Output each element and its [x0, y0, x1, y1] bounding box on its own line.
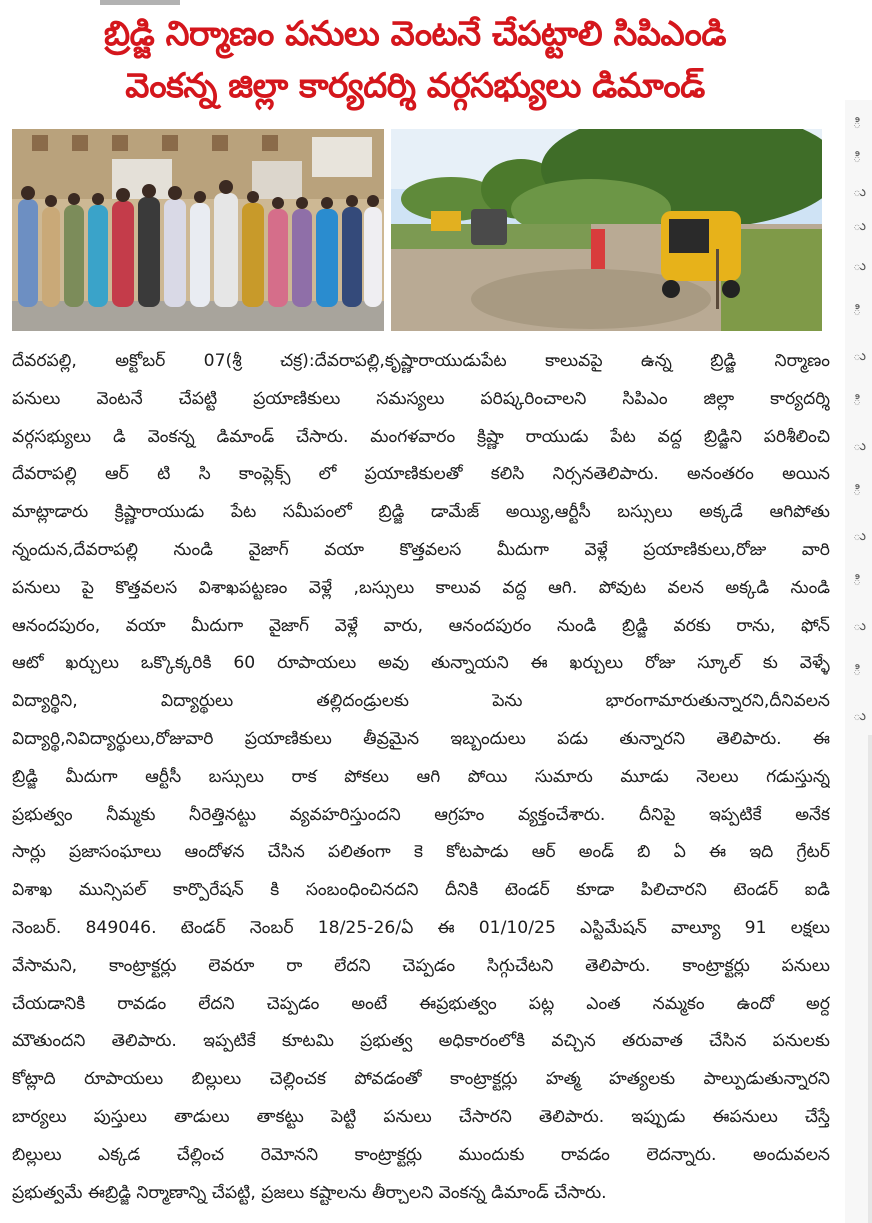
road-photo-illustration — [391, 129, 822, 331]
article-line: బార్యలు పుస్తులు తాడులు తాకట్టు పెట్టి పనులు చేసారని తెలిపారు. ఇప్పుడు ఈపనులు చేస్తే — [12, 1106, 830, 1127]
article-line: మౌతుందని తెలిపారు. ఇప్పటికే కూటమి ప్రభుత్వ అధికారంలోకి వచ్చిన తరువాత చేసిన పనులకు — [12, 1031, 830, 1052]
article-line: ఆనందపురం, వయా మీదుగా వైజాగ్ వెళ్లే వారు, ఆనందపురం నుండి బ్రిడ్జి వరకు రాను, ఫోన్ — [12, 615, 830, 636]
article-line: నెంబర్. 849046. టెండర్ నెంబర్ 18/25-26/ఏ ఈ 01/10/25 ఎస్టిమేషన్ వాల్యూ 91 లక్షలు — [12, 917, 830, 938]
article-line: ప్రభుత్వం నీమ్మకు నీరెత్తినట్టు వ్యవహరిస్తుందని ఆగ్రహం వ్యక్తంచేశారు. దీనిపై ఇప్పటికే అనేక — [12, 804, 830, 825]
group-photo — [12, 129, 384, 331]
article-line: పనులు వెంటనే చేపట్టి ప్రయాణికులు సమస్యలు పరిష్కరించాలని సిపిఎం జిల్లా కార్యదర్శి — [12, 388, 830, 409]
adjacent-column-edge: ి ి ు ు ు ి ు ి ు ి ు ి ు ి ు — [845, 100, 872, 1223]
article-body — [12, 343, 830, 1212]
headline-line-2: వెంకన్న జిల్లా కార్యదర్శి వర్గసభ్యులు డిమాండ్ — [125, 66, 705, 106]
column-divider — [868, 735, 872, 1223]
article-line: దేవరపల్లి, అక్టోబర్ 07(శ్రీ చక్ర):దేవరాపల్లి,కృష్ణారాయుడుపేట కాలువపై ఉన్న బ్రిడ్జి నిర్మాణం — [12, 351, 830, 371]
article-line: విద్యార్థి,నివిద్యార్థులు,రోజువారి ప్రయాణికులు తీవ్రమైన ఇబ్బందులు పడు తున్నారని తెలిపారు. ఈ — [12, 728, 830, 749]
headline-line-1: బ్రిడ్జి నిర్మాణం పనులు వెంటనే చేపట్టాలి సిపిఎండి — [103, 14, 727, 54]
clipped-headline-fragment — [100, 0, 180, 5]
article-line: కోట్లాది రూపాయలు బిల్లులు చెల్లించక పోవడంతో కాంట్రాక్టర్లు హత్మ హత్యలకు పాల్పుడుతున్నారని — [12, 1069, 830, 1090]
road-photo — [391, 129, 822, 331]
article-line: బిల్లులు ఎక్కడ చేల్లించ రెమోనని కాంట్రాక్టర్లు ముందుకు రావడం లెదన్నారు. అందువలన — [12, 1144, 830, 1165]
article-line: ఆటో ఖర్చులు ఒక్కొక్కరికి 60 రూపాయలు అవు తున్నాయని ఈ ఖర్చులు రోజు స్కూల్ కు వెళ్ళే — [12, 653, 830, 674]
article-line: న్నందున,దేవరాపల్లి నుండి వైజాగ్ వయా కొత్తవలస మీదుగా వెళ్లే ప్రయాణికులు,రోజు వారి — [12, 539, 830, 560]
article-line: విశాఖ మున్సిపల్ కార్పొరేషన్ కి సంబంధించినదని దీనికి టెండర్ కూడా పిలిచారని టెండర్ ఐడి — [12, 880, 830, 901]
article-line: వేసామని, కాంట్రాక్టర్లు లెవరూ రా లేదని చెప్పడం సిగ్గుచేటని తెలిపారు. కాంట్రాక్టర్లు పనులు — [12, 955, 830, 976]
group-photo-illustration — [12, 129, 384, 331]
article-line: మాట్లాడారు క్రిష్ణారాయుడు పేట సమీపంలో బ్రిడ్జి డామేజ్ అయ్యి,ఆర్టీసీ బస్సులు అక్కడే ఆగిపోతు — [12, 502, 830, 523]
article-line: వర్గసభ్యులు డి వెంకన్న డిమాండ్ చేసారు. మంగళవారం క్రిష్ణా రాయుడు పేట వద్ద బ్రిడ్జిని పరిశీలించి — [12, 426, 830, 447]
article-line: ప్రభుత్వమే ఈబ్రిడ్జి నిర్మాణాన్ని చేపట్టి, ప్రజలు కష్టాలను తీర్చాలని వెంకన్న డిమాండ్ చేసారు. — [12, 1182, 607, 1203]
article-line: బ్రిడ్జి మీదుగా ఆర్టీసీ బస్సులు రాక పోకలు ఆగి పోయి సుమారు మూడు నెలలు గడుస్తున్న — [12, 766, 830, 787]
article-line: చేయడానికి రావడం లేదని చెప్పడం అంటే ఈప్రభుత్వం పట్ల ఎంత నమ్మకం ఉందో అర్ద — [12, 993, 830, 1014]
article-line: పనులు పై కొత్తవలస విశాఖపట్టణం వెళ్లే ,బస్సులు కాలువ వద్ద ఆగి. పోవుట వలన అక్కడి నుండి — [12, 577, 830, 598]
article-line: సార్లు ప్రజాసంఘాలు ఆందోళన చేసిన పలితంగా కె కోటపాడు ఆర్ అండ్ బి ఏ ఈ ఇది గ్రేటర్ — [12, 842, 830, 863]
article-headline — [20, 8, 810, 112]
article-line: దేవరాపల్లి ఆర్ టి సి కాంప్లెక్స్ లో ప్రయాణికులతో కలిసి నిర్సనతెలిపారు. అనంతరం అయిన — [12, 464, 830, 485]
article-line: విద్యార్థిని, విద్యార్థులు తల్లిదండ్రులకు పెను భారంగామారుతున్నారని,దీనివలన — [12, 691, 830, 712]
